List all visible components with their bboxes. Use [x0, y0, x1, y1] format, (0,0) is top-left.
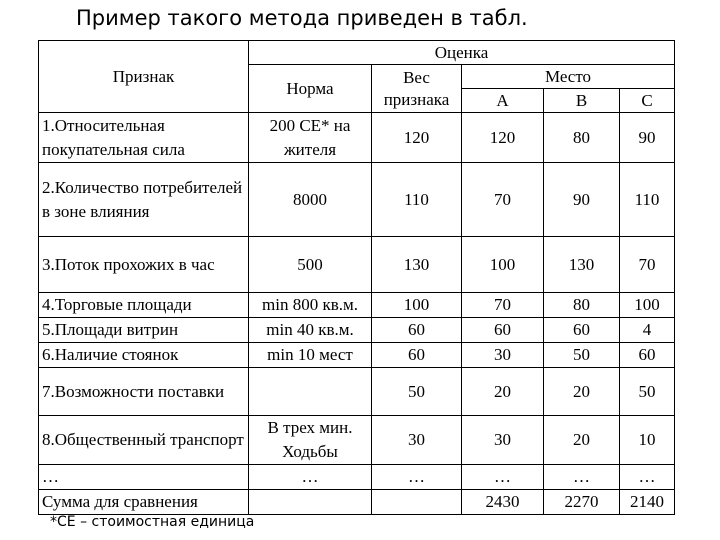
place-a-cell: 70: [462, 293, 544, 318]
place-c-cell: 10: [620, 416, 675, 465]
header-weight: Вес признака: [372, 65, 462, 113]
weight-cell: 50: [372, 368, 462, 416]
place-c-cell: 100: [620, 293, 675, 318]
header-place: Место: [462, 65, 675, 89]
header-feature: Признак: [39, 41, 249, 113]
weight-cell: …: [372, 465, 462, 490]
place-b-cell: 60: [544, 318, 620, 343]
table-row: [39, 490, 675, 515]
norm-cell: min 800 кв.м.: [249, 293, 372, 318]
place-a-cell: 30: [462, 343, 544, 368]
place-a-cell: 60: [462, 318, 544, 343]
place-c-cell: 90: [620, 113, 675, 163]
place-b-cell: …: [544, 465, 620, 490]
weight-cell: 60: [372, 343, 462, 368]
feature-cell: 6.Наличие стоянок: [39, 343, 249, 368]
table-row: [39, 237, 675, 293]
place-b-cell: 2270: [544, 490, 620, 515]
place-a-cell: 120: [462, 113, 544, 163]
place-b-cell: 130: [544, 237, 620, 293]
norm-cell: min 10 мест: [249, 343, 372, 368]
place-c-cell: 2140: [620, 490, 675, 515]
header-place-a: А: [462, 89, 544, 113]
table-row: [39, 465, 675, 490]
header-place-c: С: [620, 89, 675, 113]
weight-cell: 60: [372, 318, 462, 343]
header-norm: Норма: [249, 65, 372, 113]
evaluation-table: [38, 40, 675, 515]
place-c-cell: …: [620, 465, 675, 490]
table-row: [39, 368, 675, 416]
place-b-cell: 80: [544, 113, 620, 163]
norm-cell: 500: [249, 237, 372, 293]
weight-cell: 120: [372, 113, 462, 163]
feature-cell: 2.Количество потребителей в зоне влияния: [39, 163, 249, 237]
feature-cell: 1.Относительная покупательная сила: [39, 113, 249, 163]
table-row: [39, 163, 675, 237]
feature-cell: 5.Площади витрин: [39, 318, 249, 343]
norm-cell: В трех мин. Ходьбы: [249, 416, 372, 465]
place-b-cell: 20: [544, 416, 620, 465]
footnote: *СЕ – стоимостная единица: [50, 514, 255, 530]
place-a-cell: …: [462, 465, 544, 490]
weight-cell: 110: [372, 163, 462, 237]
place-a-cell: 20: [462, 368, 544, 416]
place-b-cell: 90: [544, 163, 620, 237]
table-row: [39, 416, 675, 465]
place-b-cell: 80: [544, 293, 620, 318]
norm-cell: 200 СЕ* на жителя: [249, 113, 372, 163]
feature-cell: 7.Возможности поставки: [39, 368, 249, 416]
weight-cell: 100: [372, 293, 462, 318]
feature-cell: …: [39, 465, 249, 490]
norm-cell: [249, 490, 372, 515]
table-row: [39, 318, 675, 343]
table-row: [39, 113, 675, 163]
place-c-cell: 70: [620, 237, 675, 293]
place-a-cell: 70: [462, 163, 544, 237]
header-score: Оценка: [249, 41, 675, 65]
norm-cell: [249, 368, 372, 416]
place-c-cell: 4: [620, 318, 675, 343]
feature-cell: 8.Общественный транспорт: [39, 416, 249, 465]
place-b-cell: 20: [544, 368, 620, 416]
weight-cell: 130: [372, 237, 462, 293]
feature-cell: 4.Торговые площади: [39, 293, 249, 318]
norm-cell: min 40 кв.м.: [249, 318, 372, 343]
table-row: [39, 343, 675, 368]
place-b-cell: 50: [544, 343, 620, 368]
place-a-cell: 30: [462, 416, 544, 465]
norm-cell: 8000: [249, 163, 372, 237]
place-c-cell: 60: [620, 343, 675, 368]
place-c-cell: 110: [620, 163, 675, 237]
place-a-cell: 100: [462, 237, 544, 293]
place-a-cell: 2430: [462, 490, 544, 515]
table-row: [39, 293, 675, 318]
feature-cell: 3.Поток прохожих в час: [39, 237, 249, 293]
norm-cell: …: [249, 465, 372, 490]
weight-cell: [372, 490, 462, 515]
header-place-b: В: [544, 89, 620, 113]
feature-cell: Сумма для сравнения: [39, 490, 249, 515]
page-title: Пример такого метода приведен в табл.: [76, 6, 528, 30]
weight-cell: 30: [372, 416, 462, 465]
place-c-cell: 50: [620, 368, 675, 416]
